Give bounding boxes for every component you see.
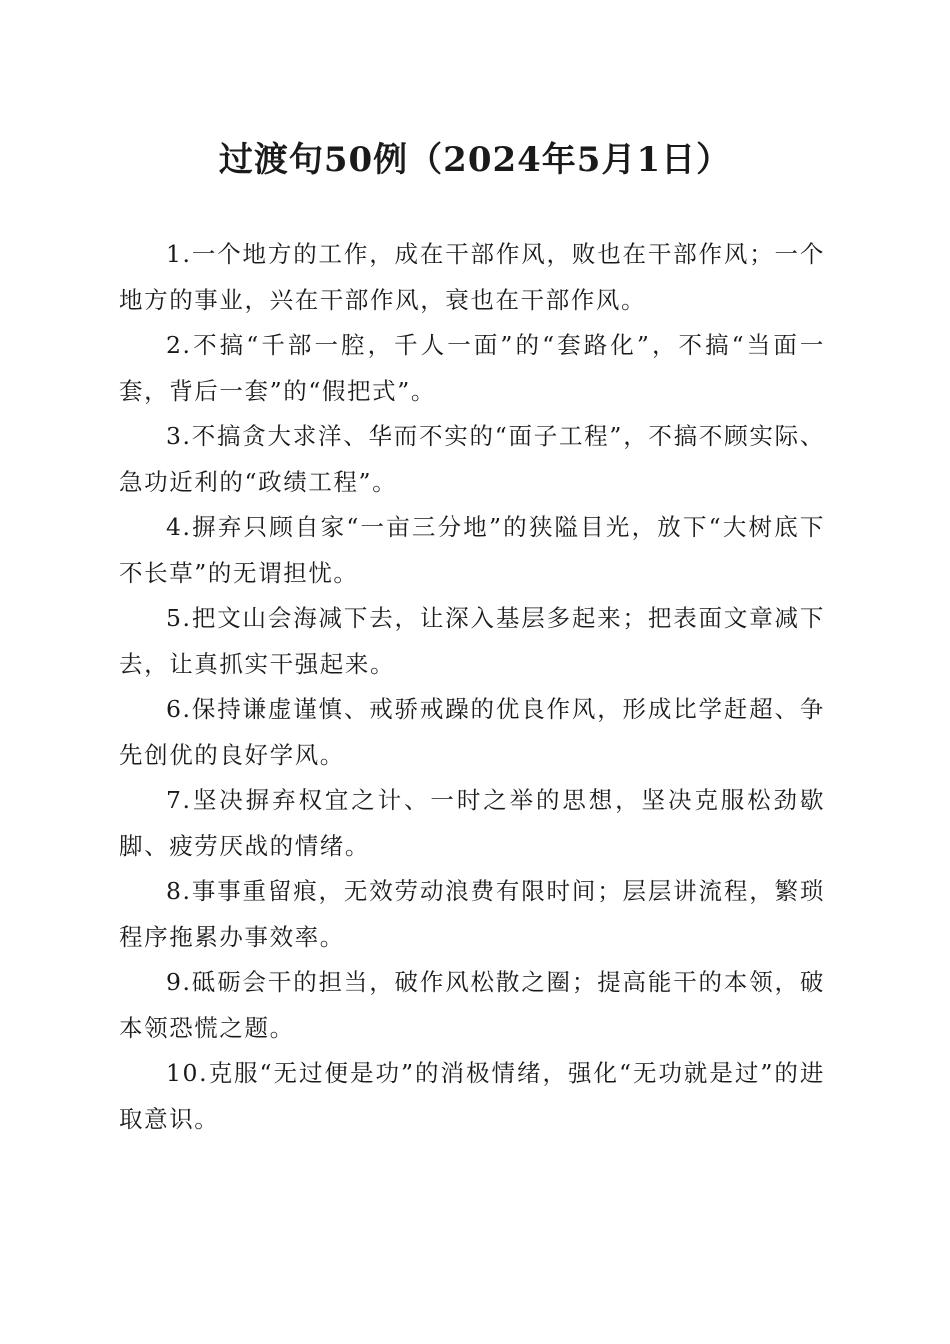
paragraph-6: 6.保持谦虚谨慎、戒骄戒躁的优良作风，形成比学赶超、争先创优的良好学风。 [119,695,825,769]
paragraph-5: 5.把文山会海减下去，让深入基层多起来；把表面文章减下去，让真抓实干强起来。 [119,604,825,678]
paragraph-3: 3.不搞贪大求洋、华而不实的“面子工程”，不搞不顾实际、急功近利的“政绩工程”。 [119,422,825,496]
paragraph-2: 2.不搞“千部一腔，千人一面”的“套路化”，不搞“当面一套，背后一套”的“假把式”。 [119,331,825,405]
document-title: 过渡句50例（2024年5月1日） [218,140,732,180]
paragraph-10: 10.克服“无过便是功”的消极情绪，强化“无功就是过”的进取意识。 [119,1059,825,1133]
paragraph-9: 9.砥砺会干的担当，破作风松散之圈；提高能干的本领，破本领恐慌之题。 [119,968,825,1042]
document-body [119,232,825,1142]
paragraph-1: 1.一个地方的工作，成在干部作风，败也在干部作风；一个地方的事业，兴在干部作风，衰也在干部作风。 [119,240,825,314]
paragraph-7: 7.坚决摒弃权宜之计、一时之举的思想，坚决克服松劲歇脚、疲劳厌战的情绪。 [119,786,825,860]
paragraph-8: 8.事事重留痕，无效劳动浪费有限时间；层层讲流程，繁琐程序拖累办事效率。 [119,877,825,951]
paragraph-4: 4.摒弃只顾自家“一亩三分地”的狭隘目光，放下“大树底下不长草”的无谓担忧。 [119,513,825,587]
